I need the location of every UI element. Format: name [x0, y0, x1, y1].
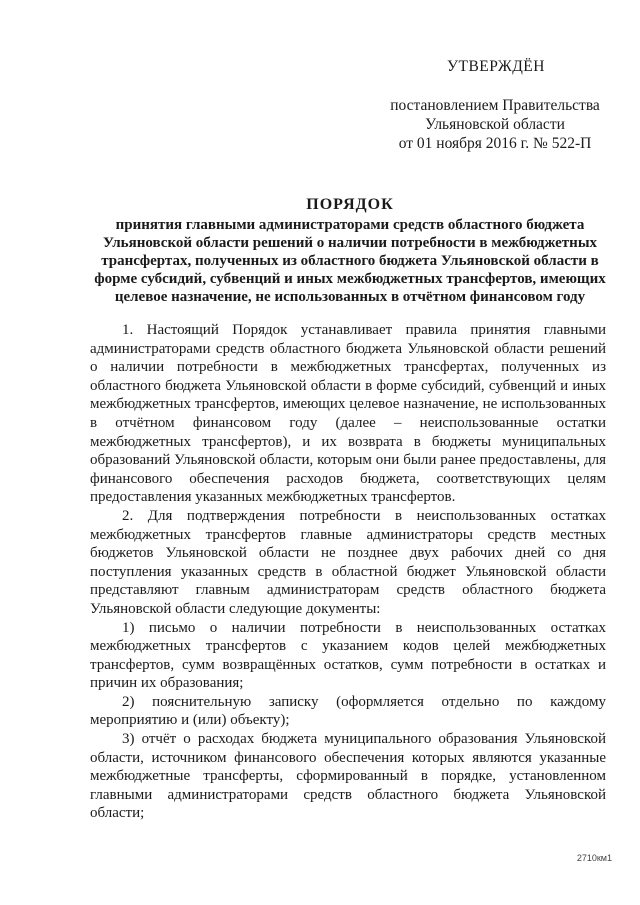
document-body [90, 321, 606, 823]
list-item-2: 2) пояснительную записку (оформляется отдельно по каждому мероприятию и (или) объекту); [90, 693, 606, 729]
approval-basis-line1: постановлением Правительства [390, 97, 600, 114]
approval-date-number: от 01 ноября 2016 г. № 522-П [398, 135, 592, 152]
list-item-1: 1) письмо о наличии потребности в неиспользованных остатках межбюджетных трансфертов с указанием кодов целей межбюджетных трансфертов, сумм возвращённых остатков, сумм потребности в остатках и причин их образования; [90, 619, 606, 692]
document-title: ПОРЯДОК [306, 196, 394, 213]
approval-basis [380, 96, 610, 134]
document-subtitle: принятия главными администраторами средств областного бюджета Ульяновской области решений о наличии потребности в межбюджетных трансфертах, полученных из областного бюджета Ульяновской области в форме субсидий, субвенций и иных межбюджетных трансфертов, имеющих целевое назначение, не использованных в отчётном финансовом году [94, 217, 606, 305]
approval-stamp: УТВЕРЖДЁН [447, 58, 545, 75]
paragraph-2: 2. Для подтверждения потребности в неиспользованных остатках межбюджетных трансфертов главные администраторы средств местных бюджетов Ульяновской области не позднее двух рабочих дней со дня поступления указанных средств в областной бюджет Ульяновской области представляют главным администраторам средств областного бюджета Ульяновской области следующие документы: [90, 507, 606, 617]
approval-basis-line2: Ульяновской области [425, 116, 565, 133]
paragraph-1: 1. Настоящий Порядок устанавливает правила принятия главными администраторами средств областного бюджета Ульяновской области решений о наличии потребности в межбюджетных трансфертах, полученных из областного бюджета Ульяновской области в форме субсидий, субвенций и иных межбюджетных трансфертов, имеющих целевое назначение, не использованных в отчётном финансовом году (далее – неиспользованные остатки межбюджетных трансфертов), и их возврата в бюджеты муниципальных образований Ульяновской области, которым они были ранее предоставлены, для финансового обеспечения расходов бюджета, соответствующих целям предоставления указанных межбюджетных трансфертов. [90, 322, 606, 506]
list-item-3: 3) отчёт о расходах бюджета муниципального образования Ульяновской области, источником финансового обеспечения которых являются указанные межбюджетные трансферты, сформированный в порядке, установленном главными администраторами средств областного бюджета Ульяновской области; [90, 731, 606, 822]
footer-code: 2710км1 [576, 853, 612, 863]
